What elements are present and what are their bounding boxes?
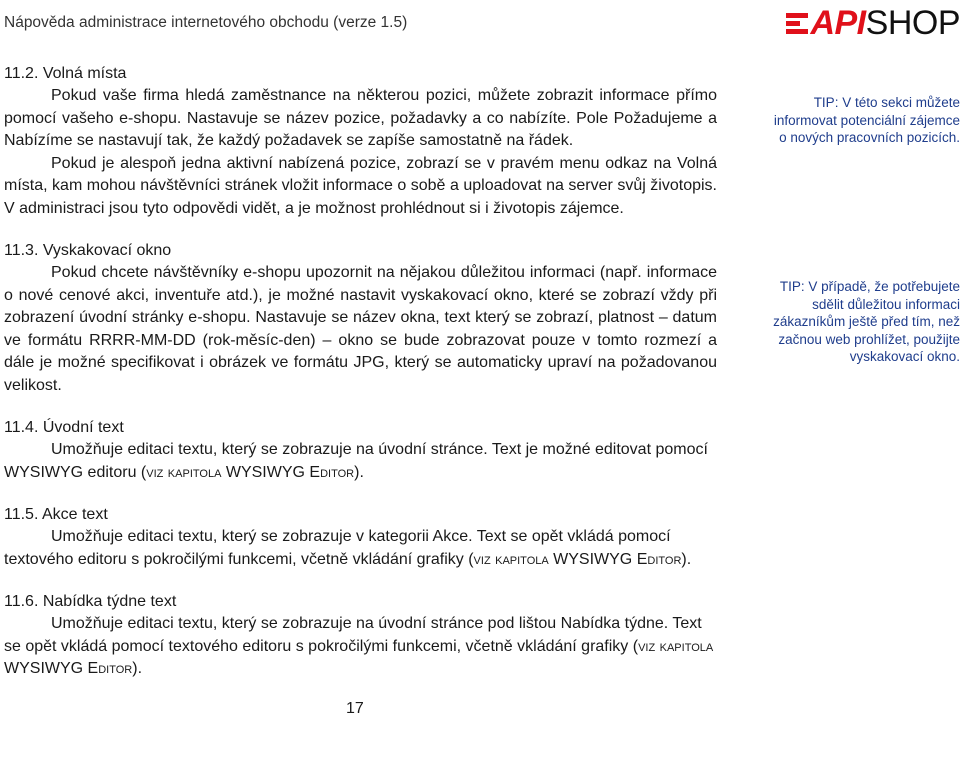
document-header-title: Nápověda administrace internetového obchodu (verze 1.5) [4,14,408,31]
page-number: 17 [346,700,364,717]
paragraph [4,439,717,484]
logo-api-text: API [810,3,866,42]
chapter-reference: viz kapitola WYSIWYG Editor [473,550,682,568]
section-title: 11.3. Vyskakovací okno [4,242,172,259]
logo-shop-text: SHOP [865,3,960,42]
section-title: 11.6. Nabídka týdne text [4,593,177,610]
section-title: 11.5. Akce text [4,506,108,523]
paragraph-text: Umožňuje editaci textu, který se zobrazuje na úvodní stránce pod lištou Nabídka týdne. Text se opět vkládá pomocí textového editoru s pokročilými funkcemi, včetně vkládání grafiky ( [4,615,702,655]
paragraph-text: ). [132,660,143,677]
section-title: 11.2. Volná místa [4,65,127,82]
chapter-reference: viz kapitola WYSIWYG Editor [146,463,355,481]
section-title: 11.4. Úvodní text [4,419,124,436]
paragraph: Pokud chcete návštěvníky e-shopu upozornit na nějakou důležitou informaci (např. informace o nové cenové akci, inventuře atd.), je možné nastavit vyskakovací okno, které se zobrazí vždy při zobrazení úvodní stránky e-shopu. Nastavuje se název okna, text který se zobrazí, platnost – datum ve formátu RRRR-MM-DD (rok-měsíc-den) – okno se bude zobrazovat pouze v tomto rozmezí a dále je možné specifikovat i obrázek ve formátu JPG, který se automaticky upraví na požadovanou velikost. [4,264,717,394]
section-vyskakovaci-okno [4,239,717,397]
section-akce-text [4,503,717,571]
paragraph-text: ). [354,463,364,481]
tip-vyskakovaci-okno: TIP: V případě, že potřebujete sdělit důležitou informaci zákazníkům ještě před tím, než začnou web prohlížet, použijte vyskakovací okno. [773,279,960,364]
paragraph: Pokud je alespoň jedna aktivní nabízená pozice, zobrazí se v pravém menu odkaz na Volná místa, kam mohou návštěvníci stránek vložit informace o sobě a uploadovat na server svůj životopis. V administraci jsou tyto odpovědi vidět, a je možnost prohlédnout si i životopis zájemce. [4,154,717,217]
apishop-logo [786,2,960,44]
chapter-reference: viz kapitola WYSIWYG Editor [4,637,714,677]
section-nabidka-tydne [4,590,717,681]
tip-volna-mista: TIP: V této sekci můžete informovat potenciální zájemce o nových pracovních pozicích. [773,95,960,145]
paragraph: Pokud vaše firma hledá zaměstnance na některou pozici, můžete zobrazit informace přímo pomocí vašeho e-shopu. Nastavuje se název pozice, požadavky a co nabízíte. Pole Požadujeme a Nabízíme se nastavují tak, že každý požadavek se zapíše samostatně na řádek. [4,87,717,149]
section-uvodni-text [4,416,717,484]
document-body [4,62,717,700]
section-volna-mista [4,62,717,220]
paragraph [4,613,717,681]
logo-bars-icon [786,13,808,34]
paragraph-text: Umožňuje editaci textu, který se zobrazuje na úvodní stránce. Text je možné editovat pomocí WYSIWYG editoru ( [4,441,708,481]
paragraph-text: ). [681,550,692,568]
paragraph [4,526,717,571]
paragraph-text: Umožňuje editaci textu, který se zobrazuje v kategorii Akce. Text se opět vkládá pomocí textového editoru s pokročilými funkcemi, včetně vkládání grafiky ( [4,528,671,568]
